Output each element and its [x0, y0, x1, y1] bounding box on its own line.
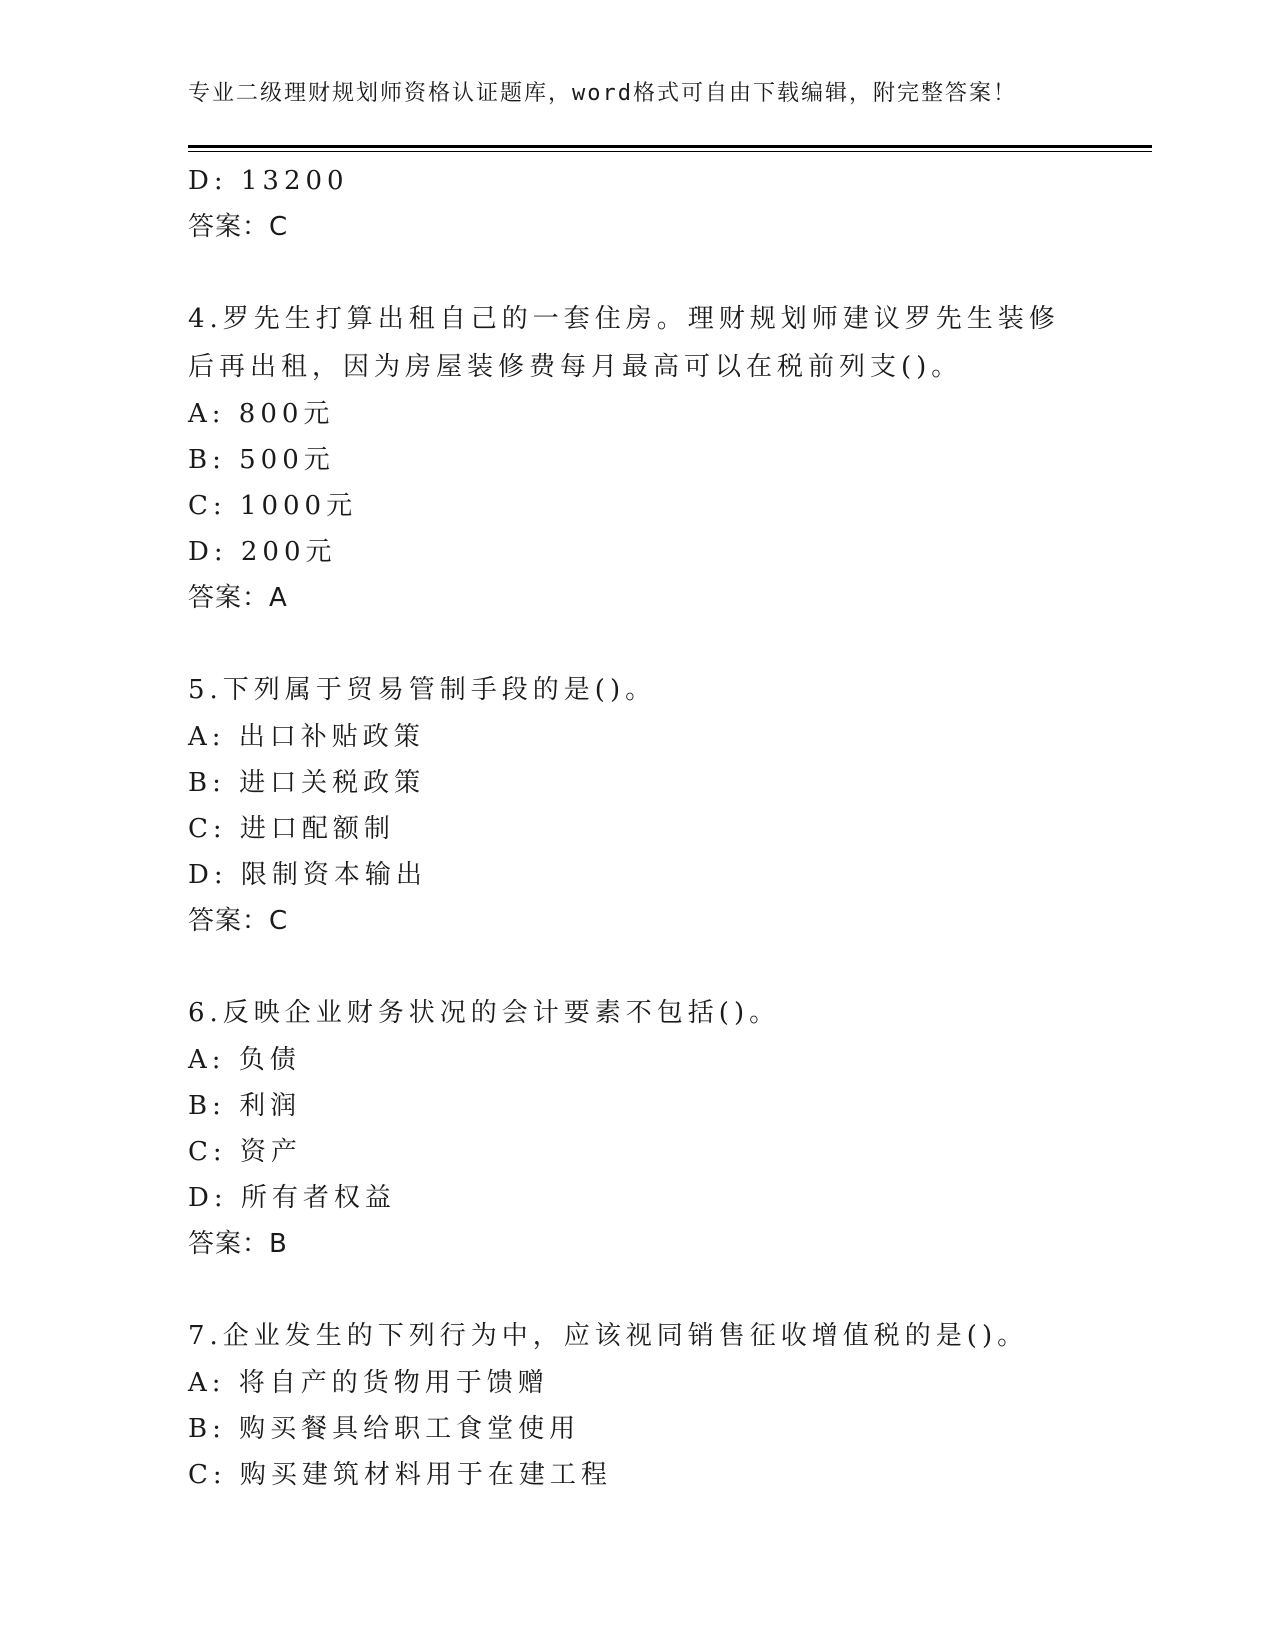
question-4-text: 4.罗先生打算出租自己的一套住房。理财规划师建议罗先生装修后再出租，因为房屋装修费每月最高可以在税前列支()。	[188, 304, 1060, 382]
question-7-text: 7.企业发生的下列行为中，应该视同销售征收增值税的是()。	[188, 1321, 1029, 1351]
question-5-option-c: C: 进口配额制	[188, 814, 395, 844]
question-6-text: 6.反映企业财务状况的会计要素不包括()。	[188, 998, 781, 1028]
question-7-option-a: A: 将自产的货物用于馈赠	[188, 1368, 549, 1398]
question-4-option-b: B: 500元	[188, 445, 335, 475]
prev-option-d: D: 13200	[188, 166, 349, 196]
question-5-option-b: B: 进口关税政策	[188, 768, 426, 798]
question-4-answer: 答案：A	[188, 583, 288, 613]
question-5-answer: 答案：C	[188, 906, 289, 936]
question-6-option-a: A: 负债	[188, 1045, 301, 1075]
question-7-option-b: B: 购买餐具给职工食堂使用	[188, 1414, 581, 1444]
question-6-option-b: B: 利润	[188, 1091, 302, 1121]
prev-answer: 答案：C	[188, 212, 289, 242]
question-4-option-d: D: 200元	[188, 537, 337, 567]
question-5-option-a: A: 出口补贴政策	[188, 722, 425, 752]
header-rule-thick	[188, 145, 1152, 148]
question-7-option-c: C: 购买建筑材料用于在建工程	[188, 1460, 612, 1490]
question-6-answer: 答案：B	[188, 1229, 288, 1259]
question-5-text: 5.下列属于贸易管制手段的是()。	[188, 675, 657, 705]
question-4-option-a: A: 800元	[188, 399, 335, 429]
question-6-option-c: C: 资产	[188, 1137, 302, 1167]
question-5-option-d: D: 限制资本输出	[188, 860, 427, 890]
question-6-option-d: D: 所有者权益	[188, 1183, 396, 1213]
page-header: 专业二级理财规划师资格认证题库，word格式可自由下载编辑，附完整答案！	[188, 81, 1017, 106]
header-rule-thin	[188, 151, 1152, 152]
question-4-option-c: C: 1000元	[188, 491, 358, 521]
question-content	[188, 158, 1088, 1498]
